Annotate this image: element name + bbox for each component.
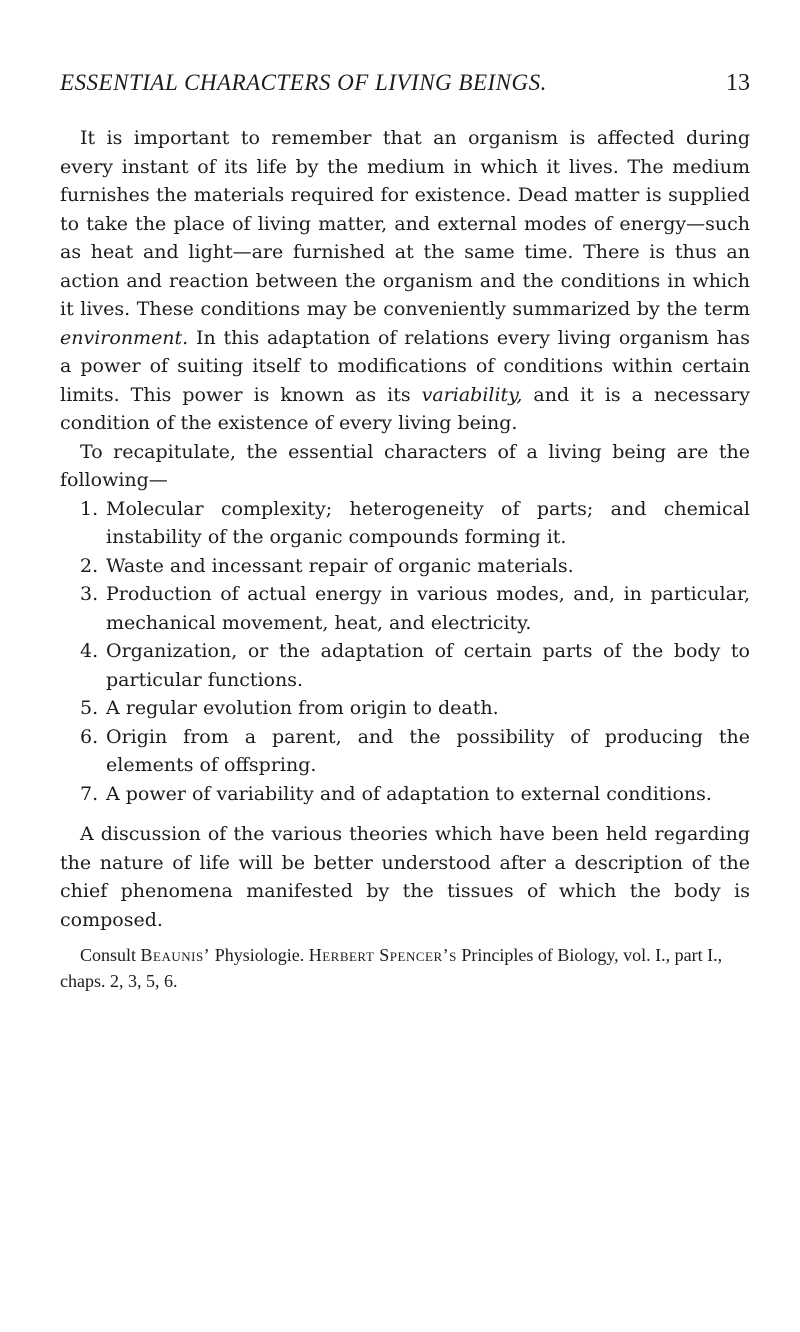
list-text: Waste and incessant repair of organic materials. [106,554,574,577]
consult-work-principles: Principles of Biology, vol. I., part I., chaps. 2, 3, 5, 6. [60,945,723,991]
consult-author-beaunis: Beaunis’ [140,945,211,965]
list-text: Origin from a parent, and the possibility of producing the elements of offspring. [106,725,750,776]
consult-author-spencer: Herbert Spencer’s [308,945,457,965]
paragraph-text: In this adaptation of relations every living organism has a power of suiting itself to modifications of conditions within certain limits. This power is known as its [60,326,750,406]
list-number: 1. [80,497,99,520]
list-number: 6. [80,725,99,748]
list-item [60,580,750,637]
term-environment: environment. [60,326,189,349]
list-text: Organization, or the adaptation of certain parts of the body to particular functions. [106,640,750,691]
list-text: A power of variability and of adaptation to external conditions. [106,782,712,805]
consult-work-physiologie: Physiologie. [214,945,305,965]
consult-prefix: Consult [80,945,137,965]
list-number: 3. [80,583,99,605]
list-item [60,723,750,780]
list-item [60,780,750,809]
list-item [60,552,750,581]
list-text: Molecular complexity; heterogeneity of parts; and chemical instability of the organic compounds forming it. [106,497,750,548]
paragraph-discussion: A discussion of the various theories which have been held regarding the nature of life will be better understood after a description of the chief phenomena manifested by the tissues of which the body is composed. [60,823,750,931]
running-head [60,70,750,110]
term-variability: variability, [421,383,523,406]
consult-note [60,942,750,994]
running-title: ESSENTIAL CHARACTERS OF LIVING BEINGS. [60,70,547,95]
list-number: 4. [80,640,99,662]
list-text: A regular evolution from origin to death. [106,697,499,719]
list-text: Production of actual energy in various modes, and, in particular, mechanical movement, heat, and electricity. [106,583,750,634]
paragraph-environment [60,124,750,438]
paragraph-text: and it is a necessary condition of the existence of every living being. [60,383,750,434]
list-item [60,495,750,552]
characters-list [60,495,750,809]
book-page [60,70,750,1012]
paragraph-text: It is important to remember that an organism is affected during every instant of its life by the medium in which it lives. The medium furnishes the materials required for existence. Dead matter is supplied to take the place of living matter, and external modes of energy—such as heat and light—are furnished at the same time. There is thus an action and reaction between the organism and the conditions in which it lives. These conditions may be conveniently summarized by the term [60,127,750,320]
page-number: 13 [726,70,750,96]
list-number: 2. [80,554,99,577]
list-number: 7. [80,782,99,805]
list-item [60,637,750,694]
list-item [60,694,750,723]
paragraph-recapitulate: To recapitulate, the essential characters of a living being are the following— [60,440,750,491]
list-number: 5. [80,697,99,719]
